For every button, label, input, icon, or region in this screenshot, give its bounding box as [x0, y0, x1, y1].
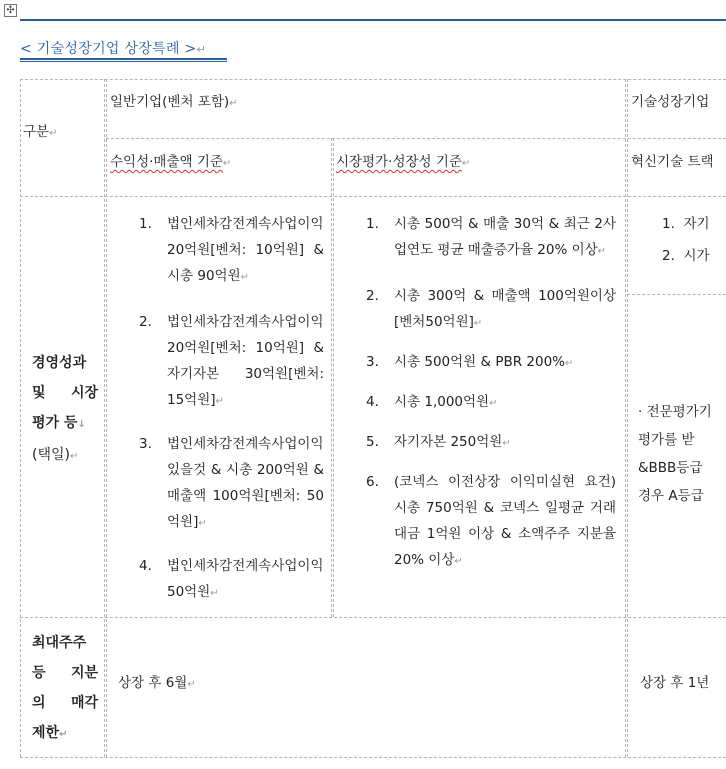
list-item: 1. 법인세차감전계속사업이익 20억원[벤처: 10억원] & 시총 90억원↵ [139, 216, 324, 284]
header-general: 일반기업(벤처 포함)↵ [110, 94, 238, 110]
table-title-text: < 기술성장기업 상장특례 > [20, 41, 197, 57]
header-category: 구분↵ [23, 124, 58, 140]
header-tech-growth: 기술성장기업 [631, 94, 710, 110]
row-label-disposal: 최대주주 등 지분 의 매각 제한↵ [32, 635, 98, 741]
list-item: 6. (코넥스 이전상장 이익미실현 요건) 시총 750억원 & 코넥스 일평균 거래대금 1억원 이상 & 소액주주 지분율 20% 이상↵ [366, 474, 616, 568]
disposal-tech-value: 상장 후 1년 [640, 675, 710, 691]
header-profit-sales: 수익성·매출액 기준↵ [110, 154, 232, 170]
profit-criteria-list [139, 211, 324, 607]
innovation-note: · 전문평가기 평가를 받 &BBB등급 경우 A등급 [638, 404, 712, 504]
list-item: 4. 시총 1,000억원↵ [366, 394, 498, 410]
disposal-general-value: 상장 후 6월↵ [118, 675, 196, 691]
row-label-performance: 경영성과 및 시장 평가 등↓ (택일)↵ [32, 355, 98, 463]
list-item: 1. 자기 [662, 216, 710, 232]
market-criteria-list [366, 211, 616, 575]
innovation-criteria-list [662, 211, 726, 269]
paragraph-mark-icon: ↵ [196, 43, 207, 56]
list-item: 2. 시가 [662, 248, 710, 264]
list-item: 5. 자기자본 250억원↵ [366, 434, 511, 450]
list-item: 3. 시총 500억원 & PBR 200%↵ [366, 354, 574, 370]
list-item: 2. 법인세차감전계속사업이익 20억원[벤처: 10억원] & 자기자본 30억원[벤처: 15억원]↵ [139, 314, 324, 408]
table-move-handle-icon[interactable]: ✣ [4, 4, 17, 17]
list-item: 1. 시총 500억 & 매출 30억 & 최근 2사업연도 평균 매출증가율 20% 이상↵ [366, 216, 616, 258]
header-innovation: 혁신기술 트랙 [631, 154, 714, 170]
list-item: 3. 법인세차감전계속사업이익 있을것 & 시총 200억원 & 매출액 100억원[벤처: 50억원]↵ [139, 436, 324, 530]
header-market-growth: 시장평가·성장성 기준↵ [336, 154, 471, 170]
list-item: 2. 시총 300억 & 매출액 100억원이상[벤처50억원]↵ [366, 288, 616, 330]
list-item: 4. 법인세차감전계속사업이익 50억원↵ [139, 558, 324, 600]
